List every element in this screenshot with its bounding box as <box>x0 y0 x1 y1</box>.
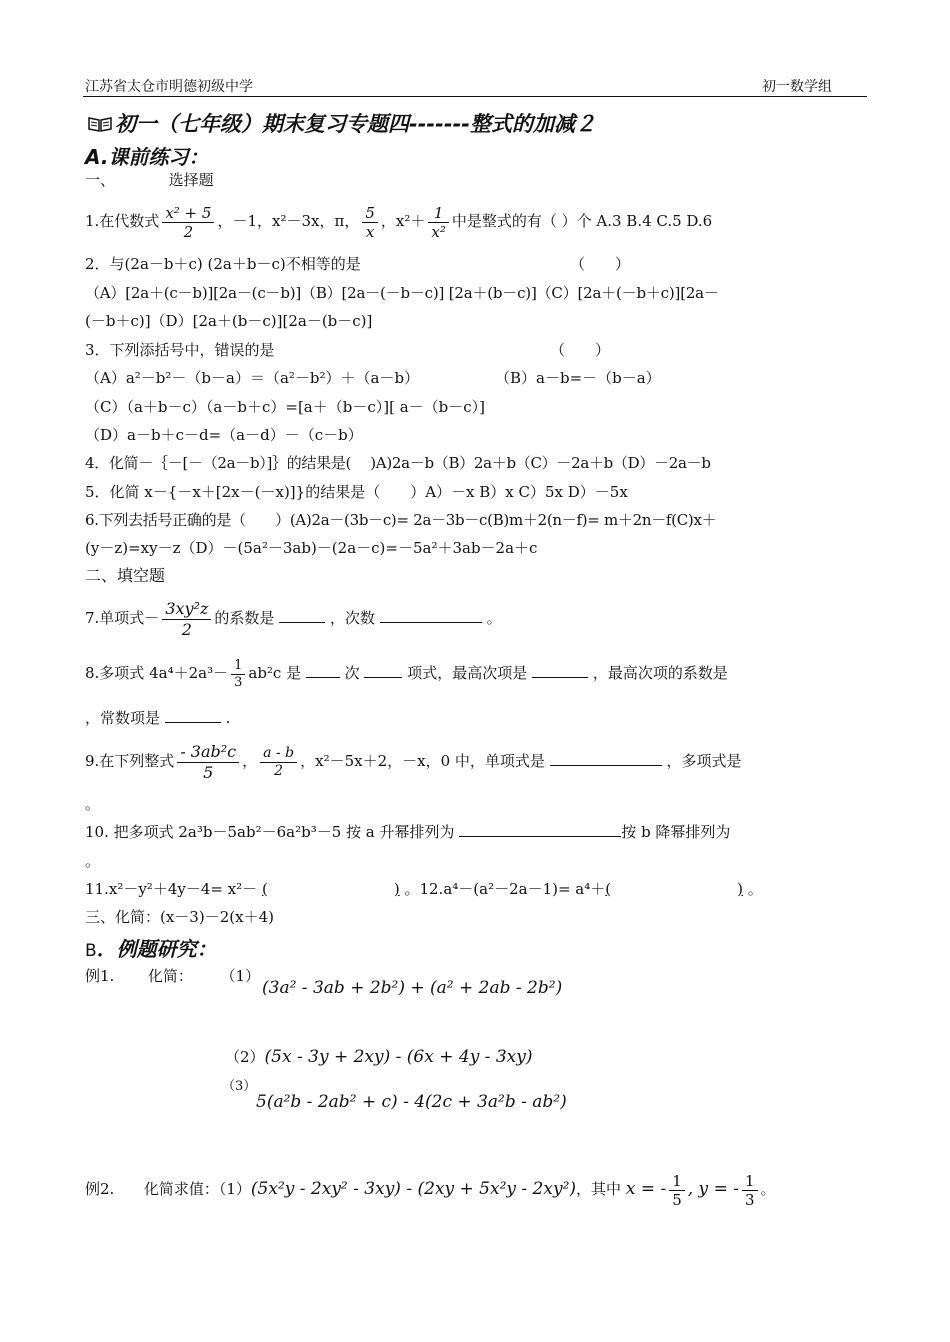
q8-post3: 项式，最高次项是 <box>407 664 528 682</box>
q3-option-d: （D）a－b＋c－d=（a－d）－（c－b） <box>85 426 363 444</box>
q8-l2b: . <box>225 709 231 727</box>
section-a-heading: A.课前练习： <box>85 145 209 169</box>
q9-blank-monomials[interactable] <box>550 751 662 766</box>
q7-post: 。 <box>486 609 502 627</box>
q11-blank[interactable]: ( ) <box>261 880 400 898</box>
q1-mid2: ，x²＋ <box>380 212 426 230</box>
q9-mid: ，x²－5x＋2，－x，0 中，单项式是 <box>300 752 545 770</box>
ex1-expr-1: (3a² - 3ab + 2b²) + (a² + 2ab - 2b²) <box>262 978 563 998</box>
q8-post2: 次 <box>344 664 360 682</box>
q9-fraction-2: $\frac{a - b}{2}$ <box>260 745 297 780</box>
ex1-item-2 <box>225 1047 533 1067</box>
ex2-action: 化简求值：（1） <box>143 1180 251 1198</box>
q3-stem: 3．下列添括号中，错误的是 <box>85 341 275 359</box>
section-b-text: ．例题研究： <box>96 937 217 961</box>
ex2-x-fraction: $\frac{1}{5}$ <box>669 1172 685 1209</box>
q2-stem: 2．与(2a－b＋c) (2a＋b－c)不相等的是 <box>85 255 361 273</box>
section-b-heading <box>85 933 217 962</box>
ex1-n1: （1） <box>220 967 260 985</box>
q3-option-ab <box>85 368 661 388</box>
q7-mid: 的系数是 <box>214 609 275 627</box>
question-6-line1: 6.下列去括号正确的是（ ）(A)2a－(3b－c)= 2a－3b－c(B)m＋2(n－f)= m＋2n－f(C)x＋ <box>85 511 717 529</box>
question-10 <box>85 822 730 842</box>
ex1-n2: （2） <box>225 1048 265 1066</box>
q7-fraction: $\frac{\text{3xy²z}}{2}$ <box>162 599 211 638</box>
q8-fraction: $\frac{1}{3}$ <box>231 658 245 690</box>
q3-option-b: （B）a－b=－（b－a） <box>495 369 661 387</box>
q1-pre: 1.在代数式 <box>85 212 160 230</box>
example-1-label <box>85 966 260 986</box>
question-8-line2 <box>85 708 230 728</box>
section-b-letter: B <box>85 941 97 961</box>
q9-fraction-1: $\frac{\text{- 3ab²c}}{5}$ <box>177 742 239 781</box>
q2-options-line1: （A）[2a＋(c－b)][2a－(c－b)]（B）[2a－(－b－c)] [2a＋(b－c)]（C）[2a＋(－b＋c)][2a－ <box>85 284 719 302</box>
q10-line2: 。 <box>85 852 101 870</box>
q10-blank-ascending[interactable] <box>459 822 621 837</box>
q3-option-a: （A）a²－b²－（b－a）＝（a²－b²）＋（a－b） <box>85 369 420 387</box>
question-1 <box>85 200 712 242</box>
part2-heading: 二、填空题 <box>85 566 166 585</box>
q1-post: 中是整式的有（ ）个 A.3 B.4 C.5 D.6 <box>451 212 713 230</box>
question-8 <box>85 652 728 694</box>
title-text: 初一（七年级）期末复习专题四-------整式的加减２ <box>115 112 597 136</box>
ex2-where: ，其中 <box>576 1180 622 1198</box>
question-6-line2: (y－z)=xy－z（D）－(5a²－3ab)－(2a－c)=－5a²＋3ab－2a＋c <box>85 539 538 557</box>
q7-mid2: ，次数 <box>329 609 375 627</box>
q2-answer-paren: （ ） <box>570 255 631 273</box>
part3-heading: 三、化简：(x－3)－2(x＋4) <box>85 908 274 926</box>
question-7 <box>85 597 502 639</box>
ex1-expr-3: 5(a²b - 2ab² + c) - 4(2c + 3a²b - ab²) <box>256 1092 567 1112</box>
q11-text: 11.x²－y²＋4y－4= x²－ <box>85 880 258 898</box>
q7-blank-coefficient[interactable] <box>279 608 325 623</box>
ex1-expr-2: (5x - 3y + 2xy) - (6x + 4y - 3xy) <box>264 1047 533 1067</box>
question-4: 4．化简－｛－[－（2a－b）]｝的结果是( )A)2a－b（B）2a＋b（C）－2a＋b（D）－2a－b <box>85 454 711 472</box>
ex1-label: 例1. <box>85 967 115 985</box>
q9-line2: 。 <box>85 795 101 813</box>
q7-pre: 7.单项式－ <box>85 609 160 627</box>
question-5: 5．化简 x－{－x＋[2x－(－x)]}的结果是（ ）A）－x B）x C）5x D）－5x <box>85 483 628 501</box>
q3-answer-paren: （ ） <box>550 341 611 359</box>
header-school: 江苏省太仓市明德初级中学 <box>85 79 253 95</box>
book-icon <box>87 115 113 133</box>
part1-label: 选择题 <box>168 171 214 189</box>
q8-pre: 8.多项式 4a⁴＋2a³－ <box>85 664 229 682</box>
ex1-n3: （3） <box>222 1079 257 1094</box>
ex2-end: 。 <box>760 1180 776 1198</box>
question-9: 9.在下列整式 $\frac{\text{- 3ab²c}}{5}$ ， $\frac{a - b}{2}$ ，x²－5x＋2，－x，0 中，单项式是 ，多项式是 <box>85 742 742 782</box>
q8-blank-constant[interactable] <box>165 708 221 723</box>
q1-fraction-3: $\frac{1}{\text{x²}}$ <box>428 204 448 241</box>
q3-option-c: （C）（a＋b－c）（a－b＋c）=[a＋（b－c）][ a－（b－c）] <box>85 398 486 416</box>
q8-l2a: ，常数项是 <box>85 709 161 727</box>
part1-num: 一、 <box>85 171 116 189</box>
page-title <box>87 108 596 138</box>
ex1-action: 化简： <box>147 967 193 985</box>
q12-text: 。12.a⁴－(a²－2a－1)= a⁴＋ <box>404 880 606 898</box>
q9-post: ，多项式是 <box>666 752 742 770</box>
header-group: 初一数学组 <box>762 79 832 95</box>
q12-end: 。 <box>747 880 763 898</box>
ex2-label: 例2. <box>85 1180 115 1198</box>
header-rule <box>83 96 867 97</box>
q8-post4: ，最高次项的系数是 <box>592 664 728 682</box>
q10-post: 按 b 降幂排列为 <box>621 823 731 841</box>
q1-fraction-2: $\frac{5}{x}$ <box>362 204 378 241</box>
q9-pre: 9.在下列整式 <box>85 752 175 770</box>
q12-blank[interactable]: ( ) <box>605 880 743 898</box>
q7-blank-degree[interactable] <box>380 608 482 623</box>
example-2 <box>85 1166 776 1212</box>
q8-post1: ab²c 是 <box>248 664 302 682</box>
question-3 <box>85 340 611 360</box>
question-2 <box>85 254 631 274</box>
q8-blank-highest-term[interactable] <box>532 663 588 678</box>
q1-fraction-1: $\frac{\text{x² + 5}}{2}$ <box>162 204 214 241</box>
q8-blank-terms[interactable] <box>364 663 402 678</box>
part1-heading <box>85 170 214 190</box>
q8-blank-degree[interactable] <box>306 663 340 678</box>
ex2-y-value: , y = - <box>687 1179 739 1199</box>
q1-mid1: ，－1，x²－3x，π， <box>217 212 360 230</box>
q10-pre: 10. 把多项式 2a³b－5ab²－6a²b³－5 按 a 升幂排列为 <box>85 823 455 841</box>
ex2-x-value: x = - <box>625 1179 667 1199</box>
ex2-y-fraction: $\frac{1}{3}$ <box>742 1172 758 1209</box>
question-11-12 <box>85 879 763 899</box>
ex2-expr: (5x²y - 2xy² - 3xy) - (2xy + 5x²y - 2xy²) <box>250 1179 577 1199</box>
q2-options-line2: (－b＋c)]（D）[2a＋(b－c)][2a－(b－c)] <box>85 312 373 330</box>
